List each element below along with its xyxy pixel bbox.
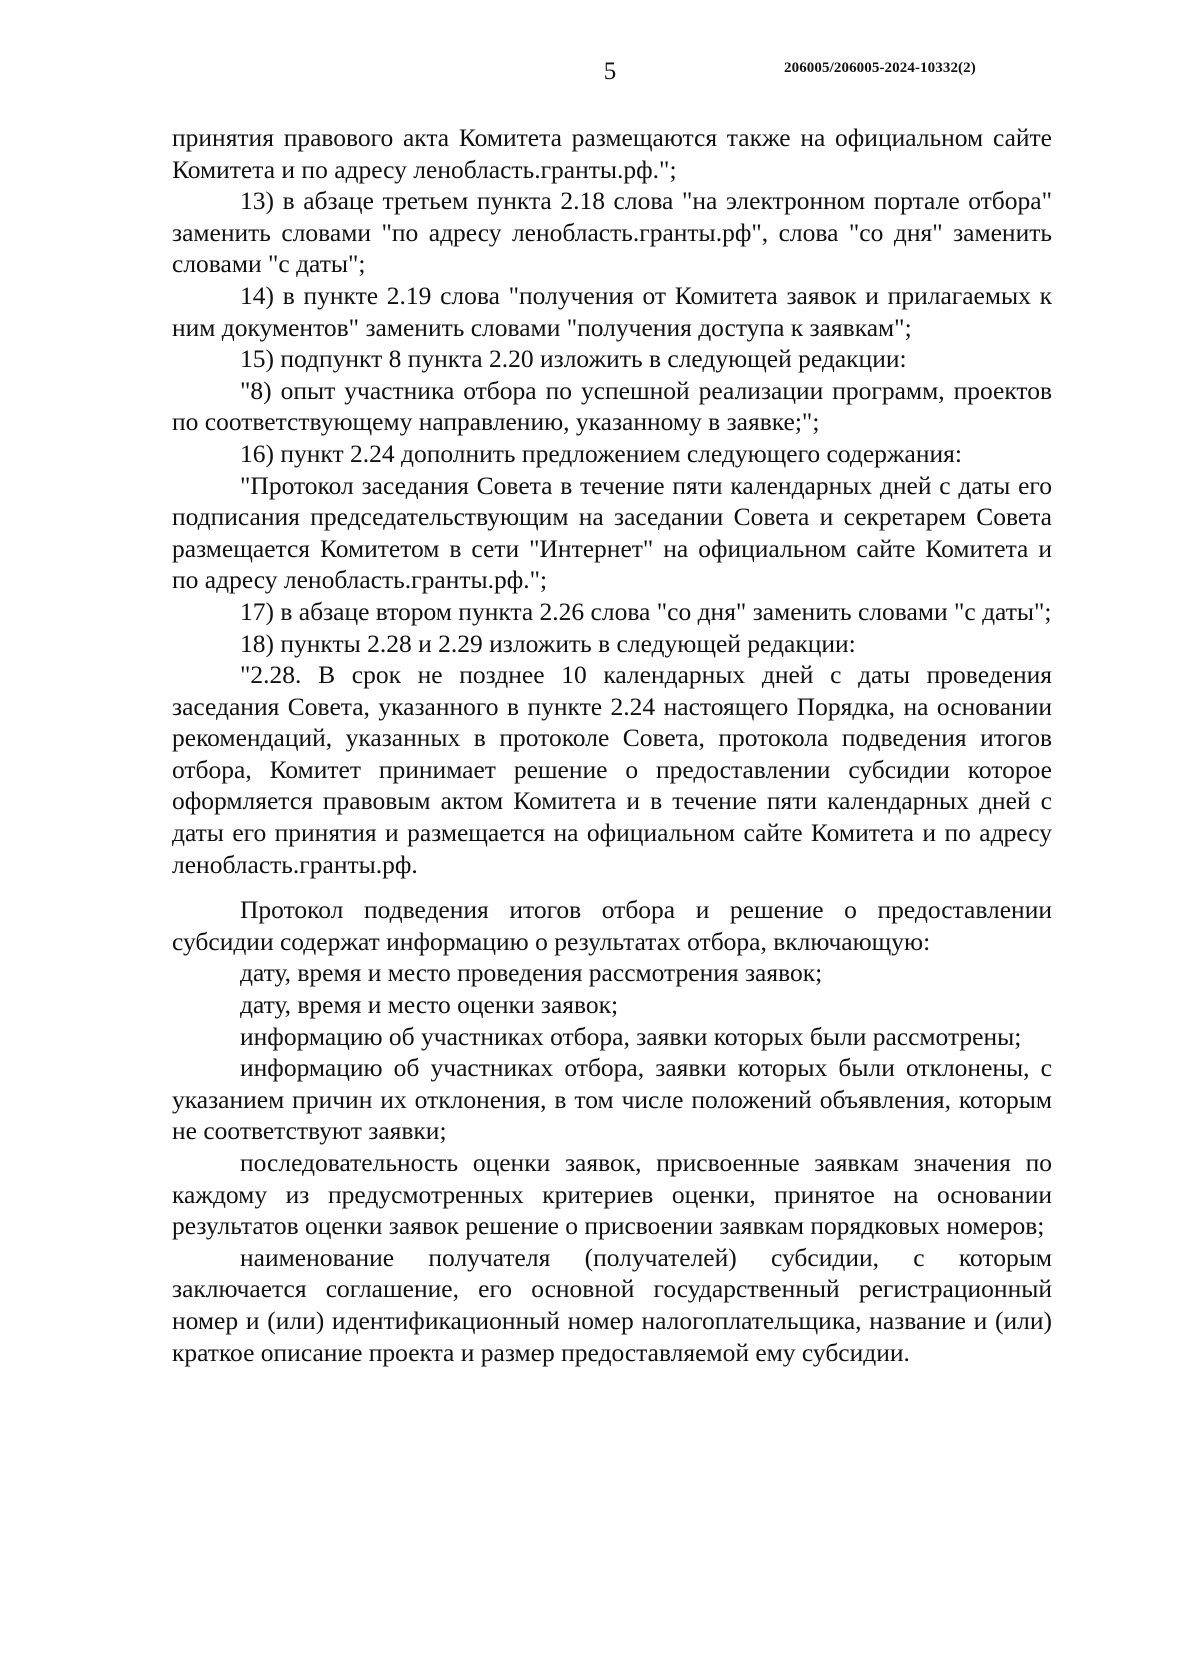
paragraph-item-18: 18) пункты 2.28 и 2.29 изложить в следующей редакции: [240, 628, 856, 658]
page-number: 5 [603, 58, 617, 85]
list-item: последовательность оценки заявок, присвоенные заявкам значения по каждому из предусмотренных критериев оценки, принятое на основании результатов оценки заявок решение о присвоении заявкам порядковых номеров; [172, 1148, 1052, 1241]
paragraph-item-14: 14) в пункте 2.19 слова "получения от Комитета заявок и прилагаемых к ним документов" заменить словами "получения доступа к заявкам"; [172, 280, 1052, 342]
list-item: информацию об участниках отбора, заявки которых были отклонены, с указанием причин их отклонения, в том числе положений объявления, которым не соответствуют заявки; [172, 1053, 1052, 1146]
list-item: наименование получателя (получателей) субсидии, с которым заключается соглашение, его основной государственный регистрационный номер и (или) идентификационный номер налогоплательщика, название и (или) краткое описание проекта и размер предоставляемой ему субсидии. [172, 1242, 1052, 1367]
paragraph-clause-2-28: "2.28. В срок не позднее 10 календарных дней с даты проведения заседания Совета, указанного в пункте 2.24 настоящего Порядка, на основании рекомендаций, указанных в протоколе Совета, протокола подведения итогов отбора, Комитет принимает решение о предоставлении субсидии которое оформляется правовым актом Комитета и в течение пяти календарных дней с даты его принятия и размещается на официальном сайте Комитета и по адресу ленобласть.гранты.рф. [172, 660, 1052, 879]
paragraph-item-17: 17) в абзаце втором пункта 2.26 слова "со дня" заменить словами "с даты"; [240, 596, 1052, 626]
document-body [172, 122, 1052, 1368]
paragraph-continuation: принятия правового акта Комитета размещаются также на официальном сайте Комитета и по адресу ленобласть.гранты.рф."; [172, 123, 1052, 184]
document-code: 206005/206005-2024-10332(2) [784, 60, 976, 76]
list-item: дату, время и место проведения рассмотрения заявок; [240, 958, 823, 988]
paragraph-item-15: 15) подпункт 8 пункта 2.20 изложить в следующей редакции: [240, 344, 907, 374]
paragraph-subitem-8: "8) опыт участника отбора по успешной реализации программ, проектов по соответствующему направлению, указанному в заявке;"; [172, 375, 1052, 437]
list-item: дату, время и место оценки заявок; [240, 990, 619, 1020]
paragraph-item-13: 13) в абзаце третьем пункта 2.18 слова "на электронном портале отбора" заменить словами "по адресу ленобласть.гранты.рф", слова "со дня" заменить словами "с даты"; [172, 186, 1052, 279]
list-item: информацию об участниках отбора, заявки которых были рассмотрены; [240, 1021, 1022, 1051]
paragraph-protocol-quote: "Протокол заседания Совета в течение пяти календарных дней с даты его подписания председательствующим на заседании Совета и секретарем Совета размещается Комитетом в сети "Интернет" на официальном сайте Комитета и по адресу ленобласть.гранты.рф."; [172, 470, 1052, 595]
paragraph-item-16: 16) пункт 2.24 дополнить предложением следующего содержания: [240, 438, 962, 468]
paragraph-protocol-results: Протокол подведения итогов отбора и решение о предоставлении субсидии содержат информацию о результатах отбора, включающую: [172, 895, 1052, 956]
